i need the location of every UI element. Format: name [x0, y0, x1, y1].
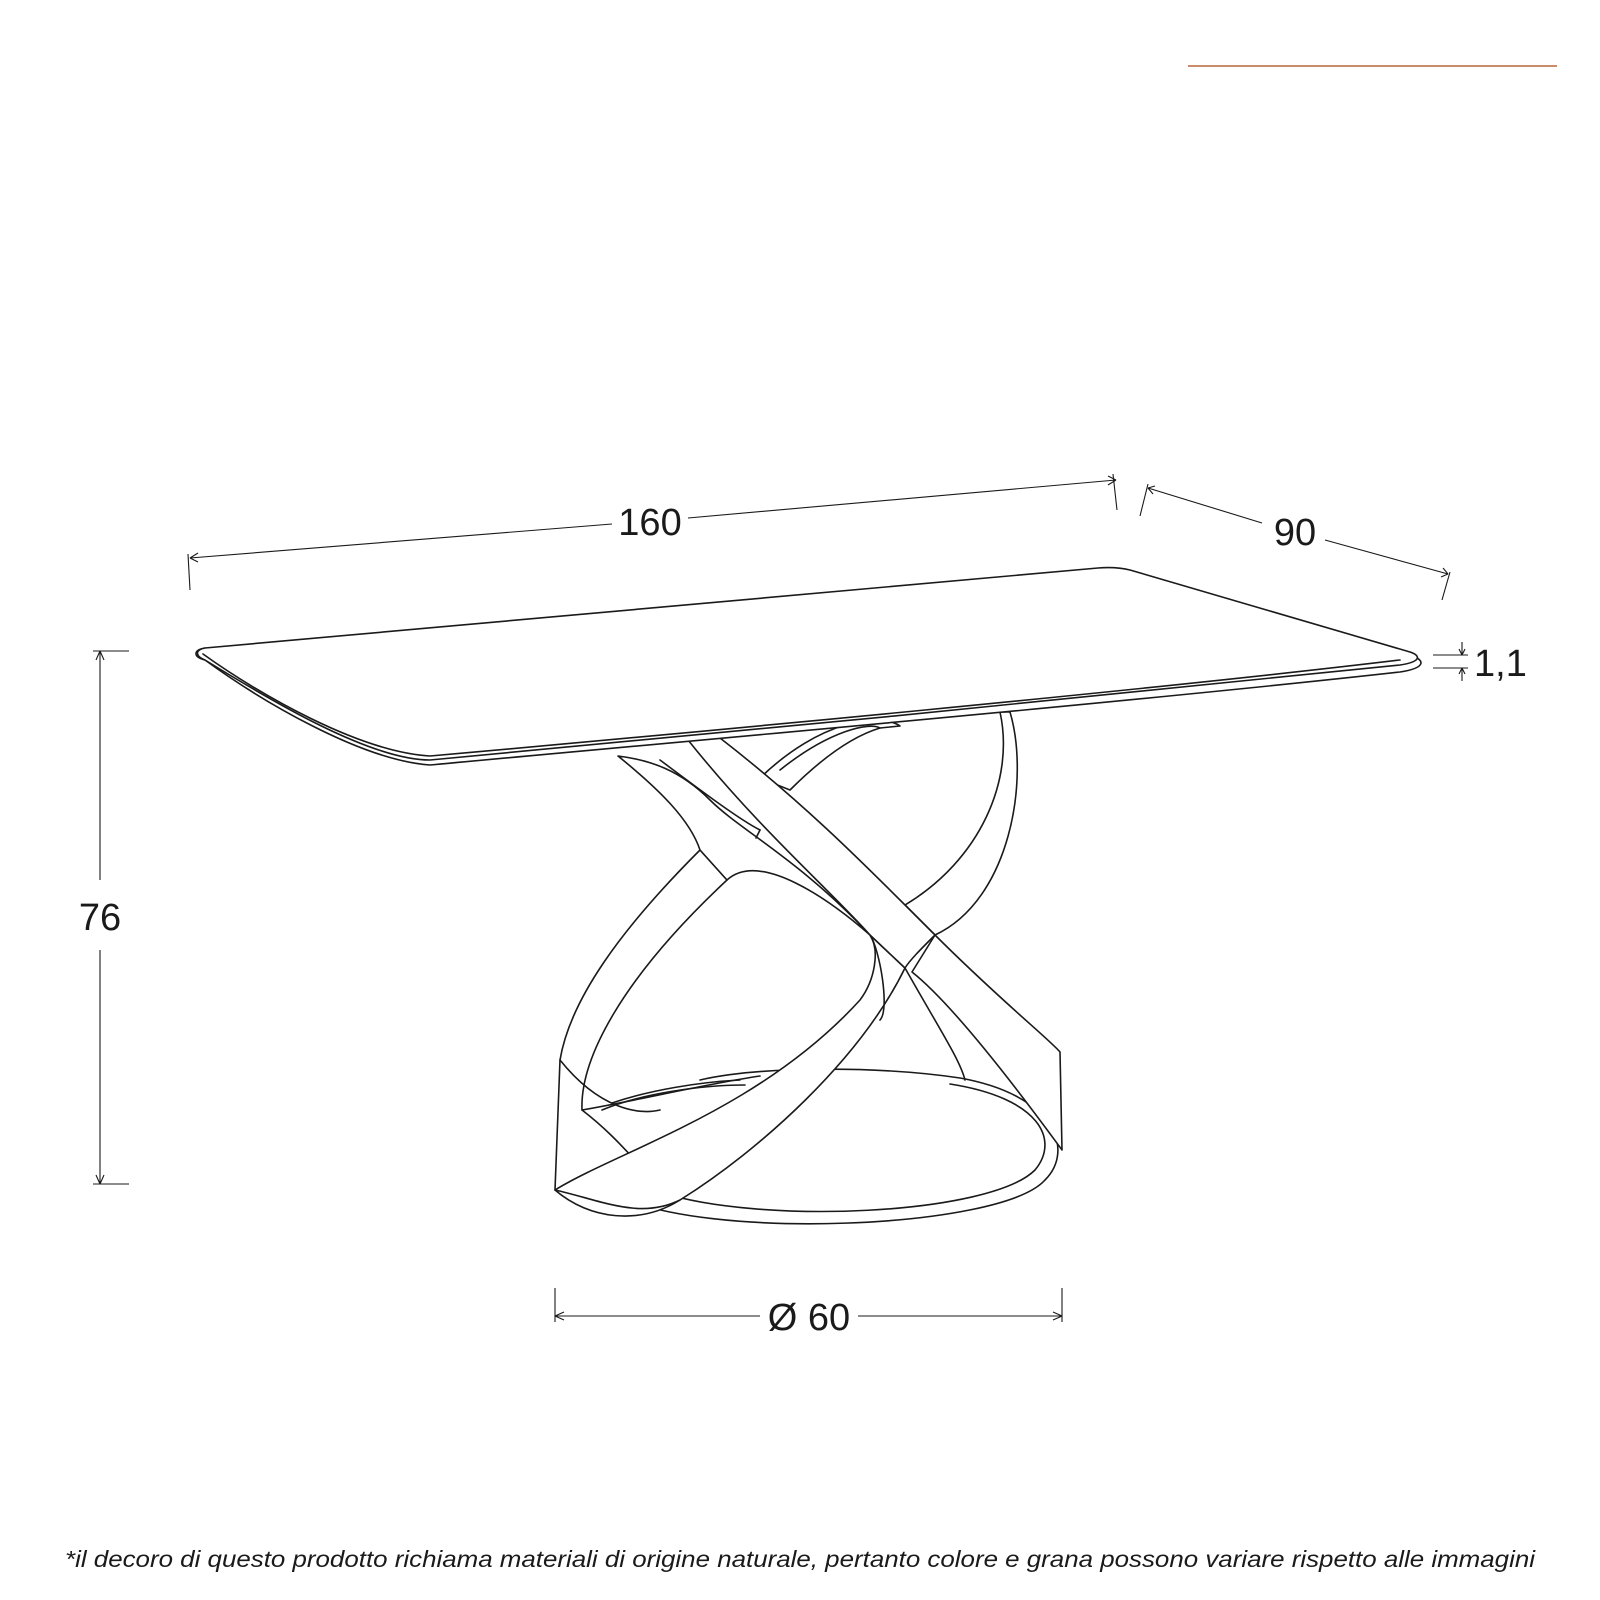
table-top [196, 568, 1421, 765]
dimension-length [188, 474, 1117, 590]
dimension-base-diameter [555, 1288, 1062, 1339]
dimension-thickness [1433, 642, 1527, 685]
thickness-label: 1,1 [1474, 643, 1527, 685]
length-label: 160 [618, 502, 682, 544]
height-label: 76 [78, 897, 122, 939]
depth-label: 90 [1273, 512, 1317, 554]
table-illustration [196, 568, 1421, 1224]
dimension-height [79, 651, 129, 1184]
diameter-label: Ø 60 [767, 1297, 851, 1339]
material-disclaimer-note: *il decoro di questo prodotto richiama materiali di origine naturale, pertanto colore e grana possono variare rispetto alle immagini [65, 1546, 1536, 1572]
dimension-depth [1140, 484, 1450, 600]
